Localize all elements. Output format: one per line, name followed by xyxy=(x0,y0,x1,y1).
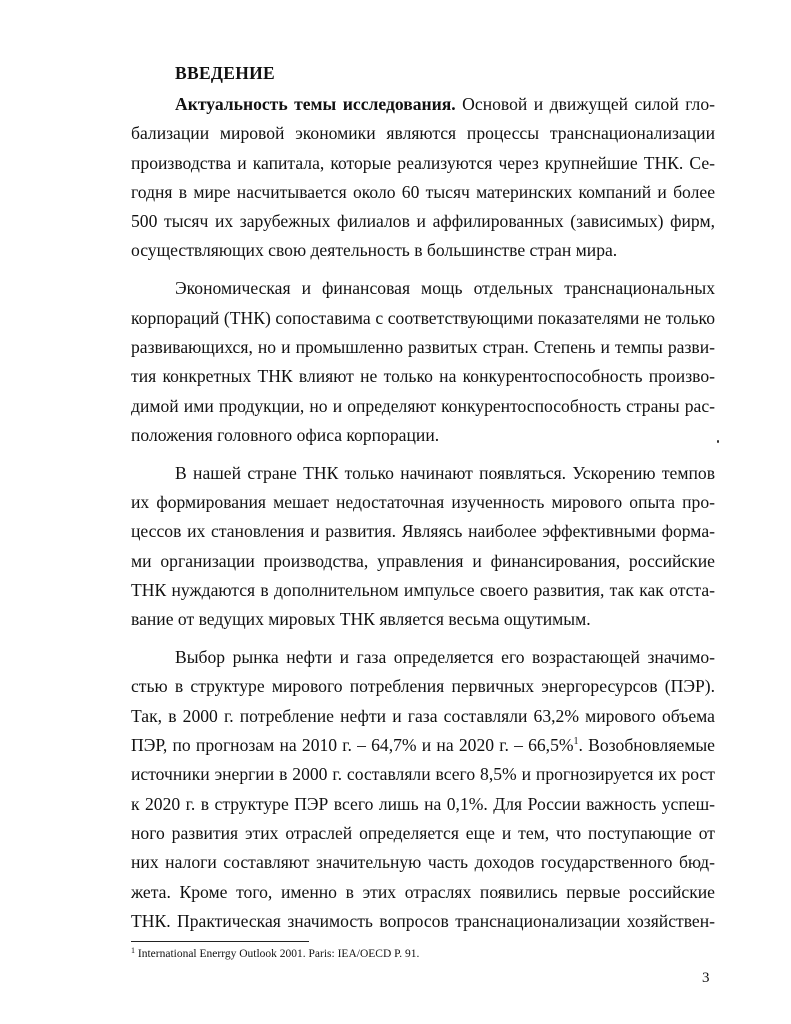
text-line: димой ими продукции, но и определяют конкурентоспособность страны рас- xyxy=(131,395,715,416)
footnote xyxy=(131,948,419,960)
paragraph-relevance xyxy=(131,90,715,266)
text-line: годня в мире насчитывается около 60 тысяч материнских компаний и более xyxy=(131,181,715,202)
paragraph-tnc-power xyxy=(131,274,715,450)
text-line: корпораций (ТНК) сопоставима с соответствующими показателями не только xyxy=(131,307,715,328)
footnote-divider xyxy=(131,941,309,942)
text-line: бализации мировой экономики являются процессы транснационализации xyxy=(131,123,715,144)
text-line: Выбор рынка нефти и газа определяется его возрастающей значимо- xyxy=(175,647,715,668)
text-line: положения головного офиса корпорации. xyxy=(131,424,440,445)
text-line: Актуальность темы исследования. Основой и движущей силой гло- xyxy=(175,94,715,114)
section-heading: ВВЕДЕНИЕ xyxy=(175,63,276,83)
text-line: Так, в 2000 г. потребление нефти и газа составляли 63,2% мирового объема xyxy=(131,705,715,726)
footnote-text: International Enerrgy Outlook 2001. Paris: IEA/OECD P. 91. xyxy=(135,948,420,960)
text-line: ТНК. Практическая значимость вопросов транснационализации хозяйствен- xyxy=(131,910,715,931)
text-line: стью в структуре мирового потребления первичных энергоресурсов (ПЭР). xyxy=(131,676,715,697)
footnote-reference[interactable]: 1 xyxy=(573,736,579,748)
scan-speck xyxy=(717,440,719,443)
text-line: цессов их становления и развития. Являясь наиболее эффективными форма- xyxy=(131,521,715,542)
text-line: ТНК нуждаются в дополнительном импульсе своего развития, так как отста- xyxy=(131,579,715,600)
text-line: производства и капитала, которые реализуются через крупнейшие ТНК. Се- xyxy=(131,152,715,173)
text-line: ного развития этих отраслей определяется еще и тем, что поступающие от xyxy=(131,822,715,843)
text-line: них налоги составляют значительную часть доходов государственного бюд- xyxy=(131,852,715,873)
paragraph-oil-gas-market xyxy=(131,643,715,936)
text-line: их формирования мешает недостаточная изученность мирового опыта про- xyxy=(131,492,715,513)
text-line: жета. Кроме того, именно в этих отраслях появились первые российские xyxy=(131,881,715,902)
text-line: 500 тысяч их зарубежных филиалов и аффилированных (зависимых) фирм, xyxy=(131,211,715,232)
text-line: Экономическая и финансовая мощь отдельных транснациональных xyxy=(175,278,715,299)
text-line: ми организации производства, управления и финансирования, российские xyxy=(131,550,715,571)
text-line: развивающихся, но и промышленно развитых стран. Степень и темпы разви- xyxy=(131,336,715,357)
paragraph-russian-tnc xyxy=(131,459,715,635)
text-line: к 2020 г. в структуре ПЭР всего лишь на 0,1%. Для России важность успеш- xyxy=(131,793,715,814)
text-line: ПЭР, по прогнозам на 2010 г. – 64,7% и на 2020 г. – 66,5%$^1$. Возобновляемые xyxy=(131,735,715,756)
text-line: осуществляющих свою деятельность в большинстве стран мира. xyxy=(131,240,618,261)
page-number: 3 xyxy=(702,970,710,986)
text-line: тия конкретных ТНК влияют не только на конкурентоспособность произво- xyxy=(131,366,715,387)
text-line: В нашей стране ТНК только начинают появляться. Ускорению темпов xyxy=(175,462,715,483)
lead-phrase: Актуальность темы исследования. xyxy=(175,94,456,114)
text-line: вание от ведущих мировых ТНК является весьма ощутимым. xyxy=(131,609,591,630)
footnote-mark: 1 xyxy=(131,946,135,955)
text-line: источники энергии в 2000 г. составляли всего 8,5% и прогнозируется их рост xyxy=(131,764,715,785)
body-text xyxy=(131,90,715,936)
